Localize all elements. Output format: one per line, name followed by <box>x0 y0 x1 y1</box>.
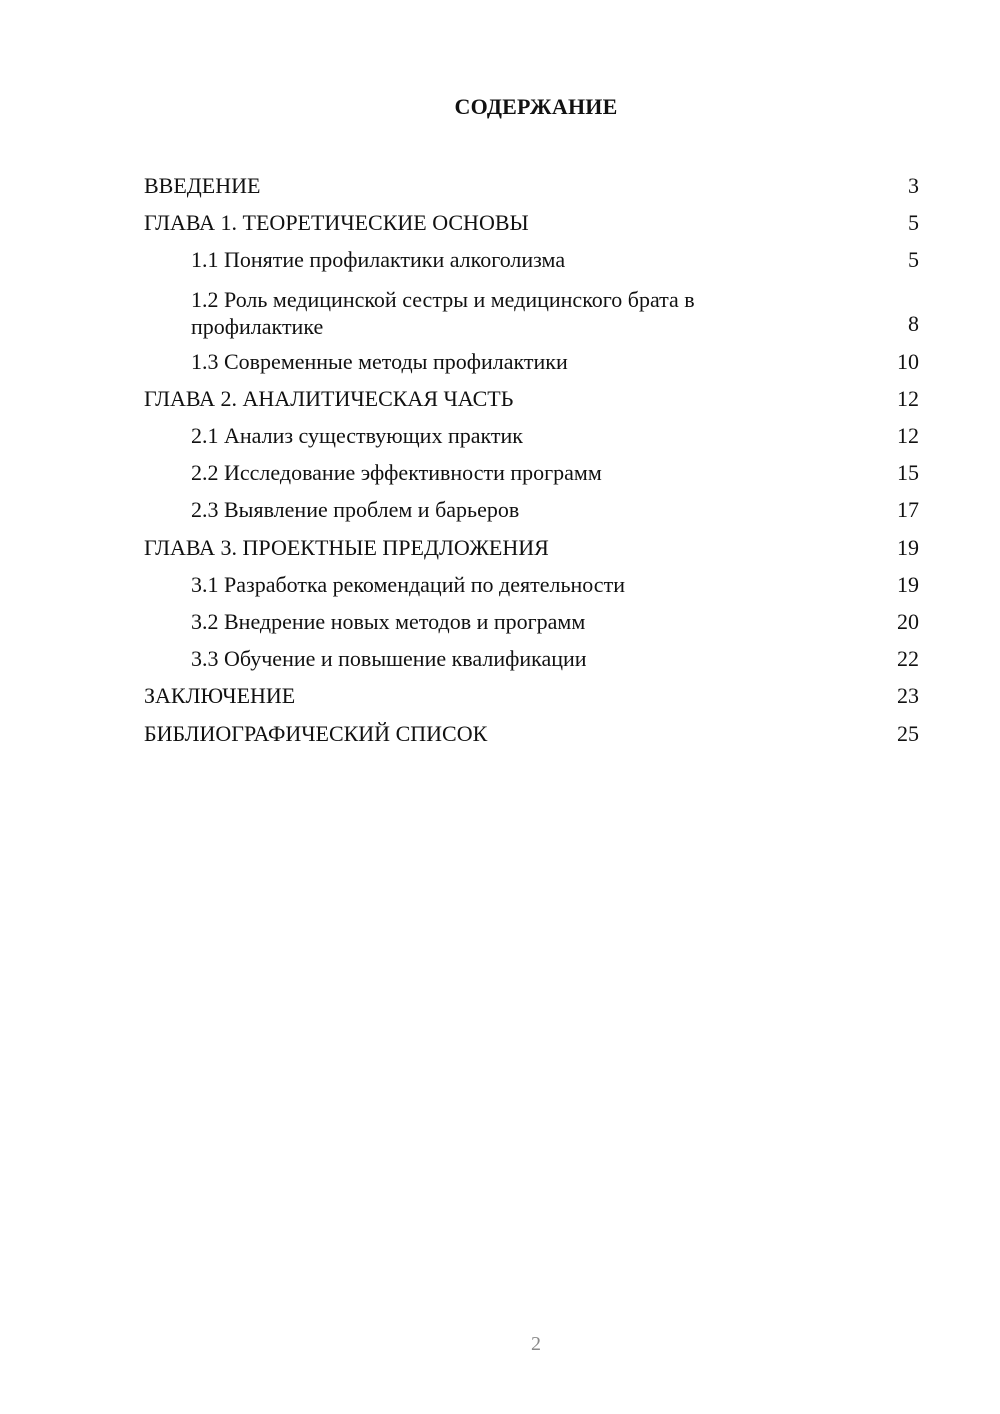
toc-entry-page: 15 <box>897 460 919 486</box>
toc-entry-label: БИБЛИОГРАФИЧЕСКИЙ СПИСОК <box>144 720 488 746</box>
toc-entry-label: 2.3 Выявление проблем и барьеров <box>191 497 520 523</box>
toc-entry-label: 3.3 Обучение и повышение квалификации <box>191 646 587 672</box>
toc-entry-label: 3.2 Внедрение новых методов и программ <box>191 609 586 635</box>
toc-entry-page: 20 <box>897 609 919 635</box>
toc-entry-section-3-3[interactable] <box>144 640 919 677</box>
toc-entry-section-3-1[interactable] <box>144 566 919 603</box>
toc-entry-label: 3.1 Разработка рекомендаций по деятельности <box>191 571 625 597</box>
toc-entry-label: ГЛАВА 3. ПРОЕКТНЫЕ ПРЕДЛОЖЕНИЯ <box>144 534 549 560</box>
toc-entry-page: 23 <box>897 683 919 709</box>
toc-entry-page: 17 <box>897 497 919 523</box>
toc-entry-label: 2.1 Анализ существующих практик <box>191 423 523 449</box>
toc-entry-label: 1.3 Современные методы профилактики <box>191 348 568 374</box>
toc-entry-section-1-3[interactable] <box>144 343 919 380</box>
toc-entry-page: 3 <box>908 173 919 198</box>
toc-entry-introduction[interactable] <box>144 167 919 204</box>
toc-entry-section-3-2[interactable] <box>144 603 919 640</box>
toc-entry-label: ГЛАВА 2. АНАЛИТИЧЕСКАЯ ЧАСТЬ <box>144 385 514 411</box>
toc-entry-page: 5 <box>908 210 919 236</box>
toc-entry-label: ЗАКЛЮЧЕНИЕ <box>144 683 296 709</box>
toc-entry-label: 1.1 Понятие профилактики алкоголизма <box>191 247 566 273</box>
toc-entry-chapter-2[interactable] <box>144 380 919 417</box>
toc-entry-section-1-2[interactable] <box>144 279 919 343</box>
toc-entry-section-2-3[interactable] <box>144 491 919 528</box>
toc-title: СОДЕРЖАНИЕ <box>454 94 618 119</box>
toc-entry-page: 22 <box>897 646 919 672</box>
toc-entry-page: 12 <box>897 423 919 449</box>
page-number: 2 <box>531 1333 541 1355</box>
toc-entry-label: 2.2 Исследование эффективности программ <box>191 460 602 486</box>
toc-entry-page: 19 <box>897 571 919 597</box>
toc-entry-page: 12 <box>897 385 919 411</box>
toc-entry-page: 19 <box>897 534 919 560</box>
toc-entry-page: 10 <box>897 348 919 374</box>
toc-entry-section-2-2[interactable] <box>144 454 919 491</box>
toc-entry-page: 25 <box>897 720 919 746</box>
toc-entry-label: 1.2 Роль медицинской сестры и медицинского брата в профилактике <box>191 286 695 339</box>
toc-entry-chapter-3[interactable] <box>144 529 919 566</box>
toc-entry-page: 5 <box>908 247 919 273</box>
toc-entry-page: 8 <box>908 311 919 337</box>
toc-entry-label: ВВЕДЕНИЕ <box>144 173 261 198</box>
toc-entry-label: ГЛАВА 1. ТЕОРЕТИЧЕСКИЕ ОСНОВЫ <box>144 210 529 236</box>
toc-entry-chapter-1[interactable] <box>144 204 919 241</box>
toc-entry-section-1-1[interactable] <box>144 241 919 278</box>
table-of-contents <box>144 167 919 752</box>
toc-entry-conclusion[interactable] <box>144 677 919 714</box>
toc-entry-section-2-1[interactable] <box>144 417 919 454</box>
toc-entry-bibliography[interactable] <box>144 715 919 752</box>
